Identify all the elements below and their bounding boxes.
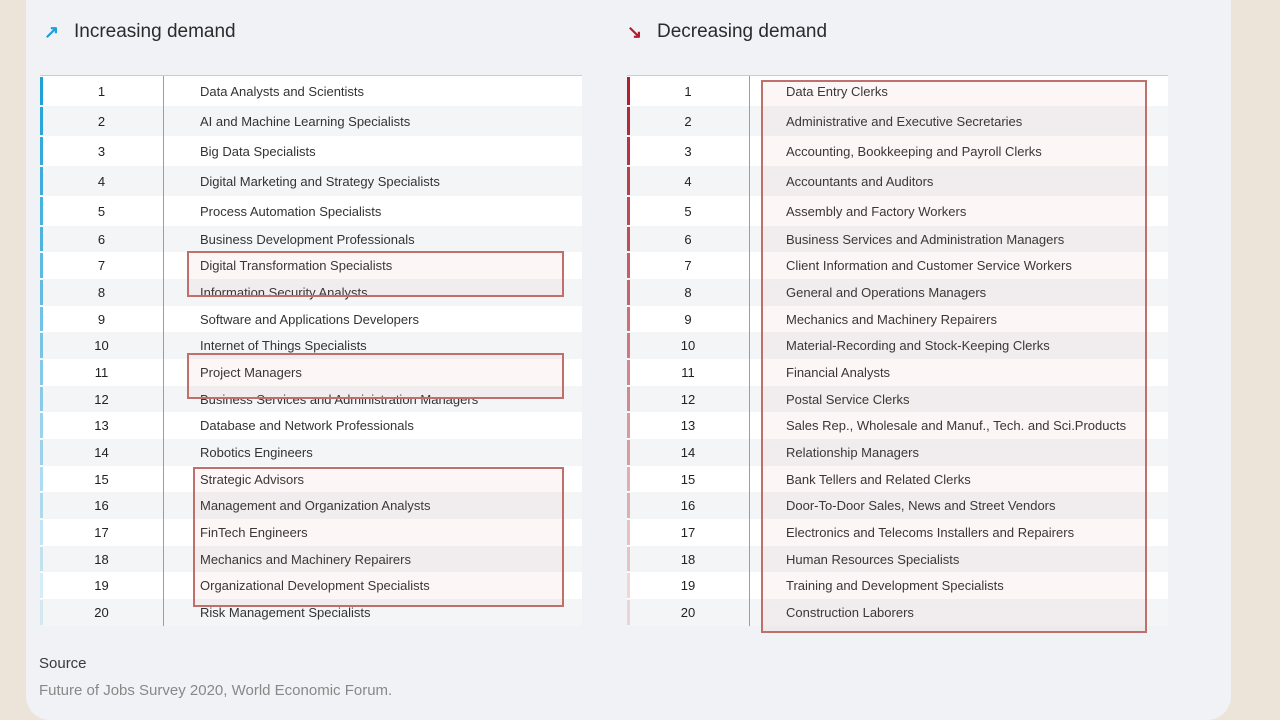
- rank-cell: 17: [627, 519, 750, 546]
- job-title-cell: General and Operations Managers: [786, 285, 987, 300]
- rank-color-bar: [40, 167, 43, 195]
- rank-cell: 9: [627, 306, 750, 332]
- rank-cell: 4: [627, 166, 750, 196]
- rank-cell: 1: [40, 76, 164, 106]
- job-title-cell: Risk Management Specialists: [200, 605, 371, 620]
- rank-color-bar: [40, 520, 43, 545]
- job-title-cell: Mechanics and Machinery Repairers: [786, 311, 997, 327]
- rank-cell: 14: [40, 439, 164, 466]
- rank-color-bar: [627, 493, 630, 518]
- job-title-cell: Software and Applications Developers: [200, 311, 419, 327]
- rank-color-bar: [40, 107, 43, 135]
- highlight-box-rows-15-19: [193, 467, 564, 607]
- job-title-cell: Financial Analysts: [786, 365, 891, 380]
- job-title-cell: Assembly and Factory Workers: [786, 203, 967, 219]
- decreasing-demand-header: [627, 20, 827, 44]
- job-title-cell: Construction Laborers: [786, 605, 914, 620]
- rank-cell: 3: [627, 136, 750, 166]
- rank-cell: 2: [627, 106, 750, 136]
- increasing-demand-title: Increasing demand: [74, 21, 236, 42]
- job-title-cell: Postal Service Clerks: [786, 391, 910, 407]
- job-title-cell: Management and Organization Analysts: [200, 498, 431, 513]
- rank-cell: 15: [627, 466, 750, 492]
- job-title-cell: Organizational Development Specialists: [200, 578, 430, 593]
- rank-color-bar: [627, 387, 630, 411]
- job-title-cell: Project Managers: [200, 365, 302, 380]
- job-title-cell: Business Development Professionals: [200, 231, 415, 247]
- table-row: [40, 166, 582, 196]
- rank-color-bar: [40, 493, 43, 518]
- rank-color-bar: [40, 387, 43, 411]
- job-title-cell: Process Automation Specialists: [200, 203, 382, 219]
- rank-color-bar: [627, 227, 630, 251]
- rank-color-bar: [40, 333, 43, 358]
- rank-cell: 4: [40, 166, 164, 196]
- rank-cell: 8: [40, 279, 164, 306]
- rank-cell: 13: [627, 412, 750, 439]
- rank-color-bar: [40, 467, 43, 491]
- table-row: [40, 306, 582, 332]
- rank-color-bar: [40, 360, 43, 385]
- source-text: Future of Jobs Survey 2020, World Economic Forum.: [39, 682, 393, 699]
- rank-color-bar: [627, 440, 630, 465]
- job-title-cell: Training and Development Specialists: [786, 578, 1004, 593]
- rank-color-bar: [627, 360, 630, 385]
- rank-color-bar: [40, 440, 43, 465]
- rank-color-bar: [40, 413, 43, 438]
- job-title-cell: Digital Transformation Specialists: [200, 258, 393, 273]
- rank-color-bar: [627, 413, 630, 438]
- rank-color-bar: [40, 280, 43, 305]
- rank-cell: 18: [40, 546, 164, 572]
- job-title-cell: Bank Tellers and Related Clerks: [786, 471, 971, 487]
- rank-color-bar: [627, 107, 630, 135]
- rank-color-bar: [627, 77, 630, 105]
- rank-color-bar: [627, 600, 630, 625]
- rank-color-bar: [627, 520, 630, 545]
- job-title-cell: Data Entry Clerks: [786, 83, 888, 99]
- table-row: [40, 412, 582, 439]
- rank-cell: 11: [627, 359, 750, 386]
- rank-color-bar: [40, 547, 43, 571]
- rank-cell: 19: [627, 572, 750, 599]
- rank-cell: 6: [40, 226, 164, 252]
- job-title-cell: Big Data Specialists: [200, 143, 316, 159]
- rank-cell: 12: [627, 386, 750, 412]
- rank-color-bar: [627, 167, 630, 195]
- job-title-cell: FinTech Engineers: [200, 525, 308, 540]
- job-title-cell: Internet of Things Specialists: [200, 338, 367, 353]
- rank-color-bar: [627, 197, 630, 225]
- increasing-demand-header: [44, 20, 236, 44]
- rank-color-bar: [627, 467, 630, 491]
- rank-cell: 8: [627, 279, 750, 306]
- table-row: [40, 439, 582, 466]
- rank-cell: 16: [627, 492, 750, 519]
- rank-cell: 10: [40, 332, 164, 359]
- job-title-cell: Accountants and Auditors: [786, 173, 934, 189]
- table-row: [40, 226, 582, 252]
- job-title-cell: Strategic Advisors: [200, 471, 305, 487]
- rank-cell: 7: [627, 252, 750, 279]
- rank-color-bar: [40, 307, 43, 331]
- table-row: [40, 136, 582, 166]
- rank-cell: 5: [627, 196, 750, 226]
- job-title-cell: Database and Network Professionals: [200, 418, 414, 433]
- rank-color-bar: [40, 253, 43, 278]
- job-title-cell: Digital Marketing and Strategy Specialists: [200, 173, 440, 189]
- job-title-cell: Human Resources Specialists: [786, 551, 960, 567]
- job-title-cell: Sales Rep., Wholesale and Manuf., Tech. and Sci.Products: [786, 418, 1127, 433]
- job-title-cell: Information Security Analysts: [200, 285, 368, 300]
- rank-cell: 12: [40, 386, 164, 412]
- job-title-cell: AI and Machine Learning Specialists: [200, 113, 411, 129]
- rank-cell: 1: [627, 76, 750, 106]
- job-title-cell: Door-To-Door Sales, News and Street Vendors: [786, 498, 1056, 513]
- highlight-box-rows-11-12: [187, 353, 564, 399]
- rank-cell: 15: [40, 466, 164, 492]
- job-title-cell: Mechanics and Machinery Repairers: [200, 551, 411, 567]
- rank-color-bar: [627, 573, 630, 598]
- rank-color-bar: [627, 547, 630, 571]
- rank-cell: 5: [40, 196, 164, 226]
- table-row: [40, 106, 582, 136]
- rank-color-bar: [627, 280, 630, 305]
- rank-cell: 19: [40, 572, 164, 599]
- rank-color-bar: [40, 227, 43, 251]
- rank-cell: 14: [627, 439, 750, 466]
- decreasing-demand-title: Decreasing demand: [657, 21, 828, 42]
- job-title-cell: Relationship Managers: [786, 445, 919, 460]
- rank-color-bar: [627, 333, 630, 358]
- job-title-cell: Accounting, Bookkeeping and Payroll Clerks: [786, 143, 1042, 159]
- rank-cell: 18: [627, 546, 750, 572]
- rank-cell: 17: [40, 519, 164, 546]
- rank-color-bar: [40, 137, 43, 165]
- rank-color-bar: [627, 137, 630, 165]
- rank-cell: 20: [627, 599, 750, 626]
- table-row: [40, 76, 582, 106]
- job-title-cell: Business Services and Administration Managers: [786, 231, 1065, 247]
- job-title-cell: Electronics and Telecoms Installers and Repairers: [786, 525, 1075, 540]
- rank-cell: 2: [40, 106, 164, 136]
- highlight-box-rows-7-8: [187, 251, 564, 297]
- job-title-cell: Robotics Engineers: [200, 445, 313, 460]
- job-title-cell: Client Information and Customer Service Workers: [786, 258, 1072, 273]
- job-title-cell: Administrative and Executive Secretaries: [786, 113, 1023, 129]
- rank-color-bar: [40, 197, 43, 225]
- rank-cell: 16: [40, 492, 164, 519]
- arrow-down-right-icon: ↘: [627, 21, 643, 42]
- job-title-cell: Data Analysts and Scientists: [200, 83, 365, 99]
- rank-cell: 20: [40, 599, 164, 626]
- rank-color-bar: [627, 307, 630, 331]
- rank-cell: 13: [40, 412, 164, 439]
- rank-cell: 10: [627, 332, 750, 359]
- rank-cell: 6: [627, 226, 750, 252]
- highlight-box-decreasing-list: [761, 80, 1147, 633]
- rank-cell: 9: [40, 306, 164, 332]
- rank-cell: 3: [40, 136, 164, 166]
- rank-color-bar: [40, 77, 43, 105]
- rank-color-bar: [40, 600, 43, 625]
- rank-color-bar: [40, 573, 43, 598]
- arrow-up-right-icon: ↗: [44, 21, 60, 42]
- table-row: [40, 196, 582, 226]
- job-title-cell: Business Services and Administration Managers: [200, 391, 479, 407]
- rank-color-bar: [627, 253, 630, 278]
- rank-cell: 11: [40, 359, 164, 386]
- job-title-cell: Material-Recording and Stock-Keeping Clerks: [786, 338, 1050, 353]
- rank-cell: 7: [40, 252, 164, 279]
- source-label: Source: [39, 655, 87, 672]
